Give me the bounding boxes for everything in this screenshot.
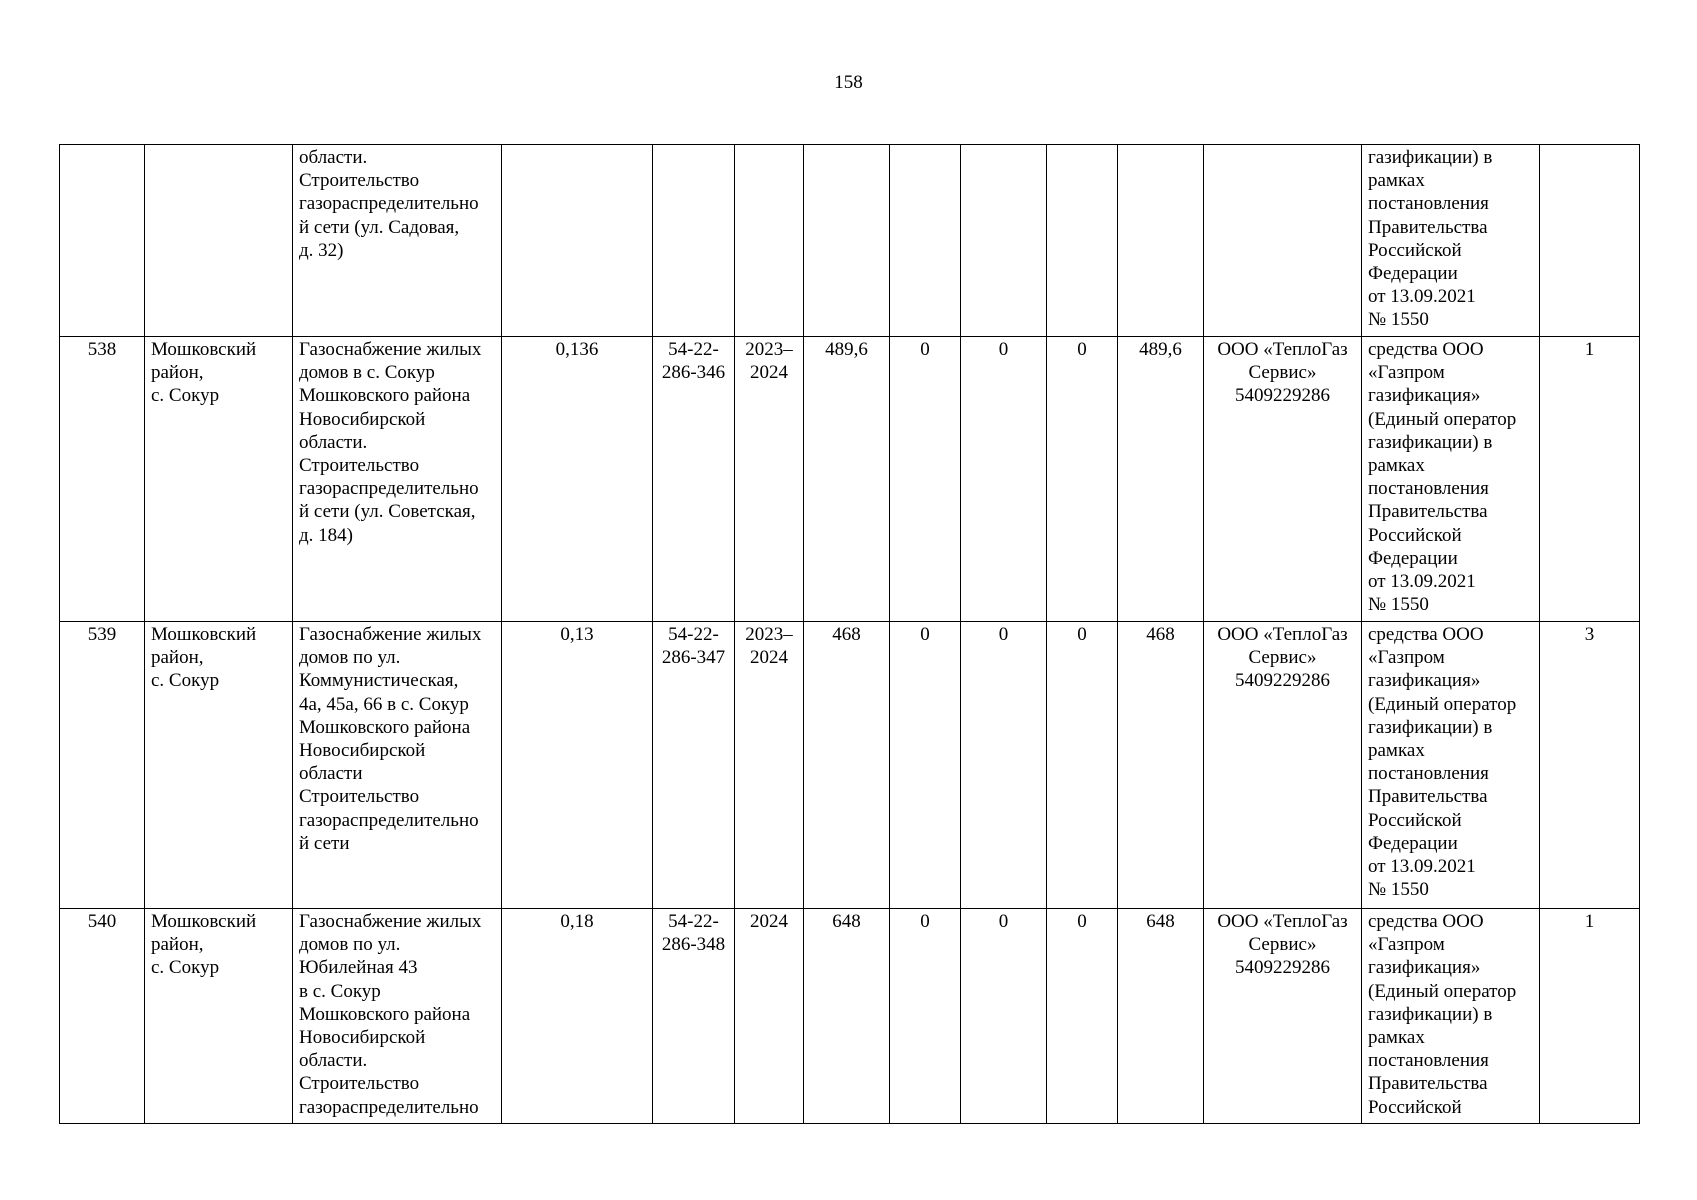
table-row [60,622,1640,909]
cell-value-3: 0 [1047,337,1118,622]
cell-value-1: 0 [890,622,961,909]
cell-total: 648 [804,909,890,1124]
cell-value-4 [1118,145,1204,337]
table-row [60,145,1640,337]
cell-value-4: 468 [1118,622,1204,909]
cell-code [653,145,735,337]
cell-organization [1204,145,1362,337]
cell-value-1: 0 [890,337,961,622]
cell-last: 1 [1540,909,1640,1124]
cell-value-2: 0 [961,909,1047,1124]
cell-length: 0,13 [502,622,653,909]
cell-code: 54-22- 286-348 [653,909,735,1124]
cell-value-2 [961,145,1047,337]
cell-length: 0,136 [502,337,653,622]
cell-period: 2023– 2024 [735,337,804,622]
cell-length: 0,18 [502,909,653,1124]
cell-object: Газоснабжение жилых домов по ул. Коммунистическая, 4а, 45а, 66 в с. Сокур Мошковского района Новосибирской области Строительство газораспределительно й сети [293,622,502,909]
cell-organization: ООО «ТеплоГаз Сервис» 5409229286 [1204,622,1362,909]
cell-value-3: 0 [1047,909,1118,1124]
cell-value-3: 0 [1047,622,1118,909]
cell-length [502,145,653,337]
cell-value-4: 648 [1118,909,1204,1124]
cell-value-4: 489,6 [1118,337,1204,622]
cell-funding-source: средства ООО «Газпром газификация» (Единый оператор газификации) в рамках постановления Правительства Российской Федерации от 13.09.2021 № 1550 [1362,622,1540,909]
cell-value-1 [890,145,961,337]
cell-total: 468 [804,622,890,909]
cell-no: 538 [60,337,145,622]
cell-total: 489,6 [804,337,890,622]
gasification-table [59,144,1640,1124]
cell-district [145,145,293,337]
cell-funding-source: газификации) в рамках постановления Правительства Российской Федерации от 13.09.2021 № 1550 [1362,145,1540,337]
cell-code: 54-22- 286-347 [653,622,735,909]
cell-object: Газоснабжение жилых домов по ул. Юбилейная 43 в с. Сокур Мошковского района Новосибирской области. Строительство газораспределительно [293,909,502,1124]
cell-value-3 [1047,145,1118,337]
cell-last [1540,145,1640,337]
cell-code: 54-22- 286-346 [653,337,735,622]
cell-last: 3 [1540,622,1640,909]
cell-funding-source: средства ООО «Газпром газификация» (Единый оператор газификации) в рамках постановления Правительства Российской Федерации от 13.09.2021 № 1550 [1362,337,1540,622]
cell-period: 2023– 2024 [735,622,804,909]
cell-district: Мошковский район, с. Сокур [145,909,293,1124]
cell-funding-source: средства ООО «Газпром газификация» (Единый оператор газификации) в рамках постановления Правительства Российской [1362,909,1540,1124]
cell-organization: ООО «ТеплоГаз Сервис» 5409229286 [1204,337,1362,622]
cell-no [60,145,145,337]
cell-district: Мошковский район, с. Сокур [145,622,293,909]
page-number: 158 [834,72,863,93]
cell-value-2: 0 [961,622,1047,909]
cell-period: 2024 [735,909,804,1124]
cell-organization: ООО «ТеплоГаз Сервис» 5409229286 [1204,909,1362,1124]
cell-value-2: 0 [961,337,1047,622]
cell-total [804,145,890,337]
table-row [60,337,1640,622]
cell-last: 1 [1540,337,1640,622]
cell-period [735,145,804,337]
cell-no: 540 [60,909,145,1124]
cell-value-1: 0 [890,909,961,1124]
cell-district: Мошковский район, с. Сокур [145,337,293,622]
cell-object: области. Строительство газораспределительно й сети (ул. Садовая, д. 32) [293,145,502,337]
cell-no: 539 [60,622,145,909]
cell-object: Газоснабжение жилых домов в с. Сокур Мошковского района Новосибирской области. Строительство газораспределительно й сети (ул. Советская, д. 184) [293,337,502,622]
table-row [60,909,1640,1124]
